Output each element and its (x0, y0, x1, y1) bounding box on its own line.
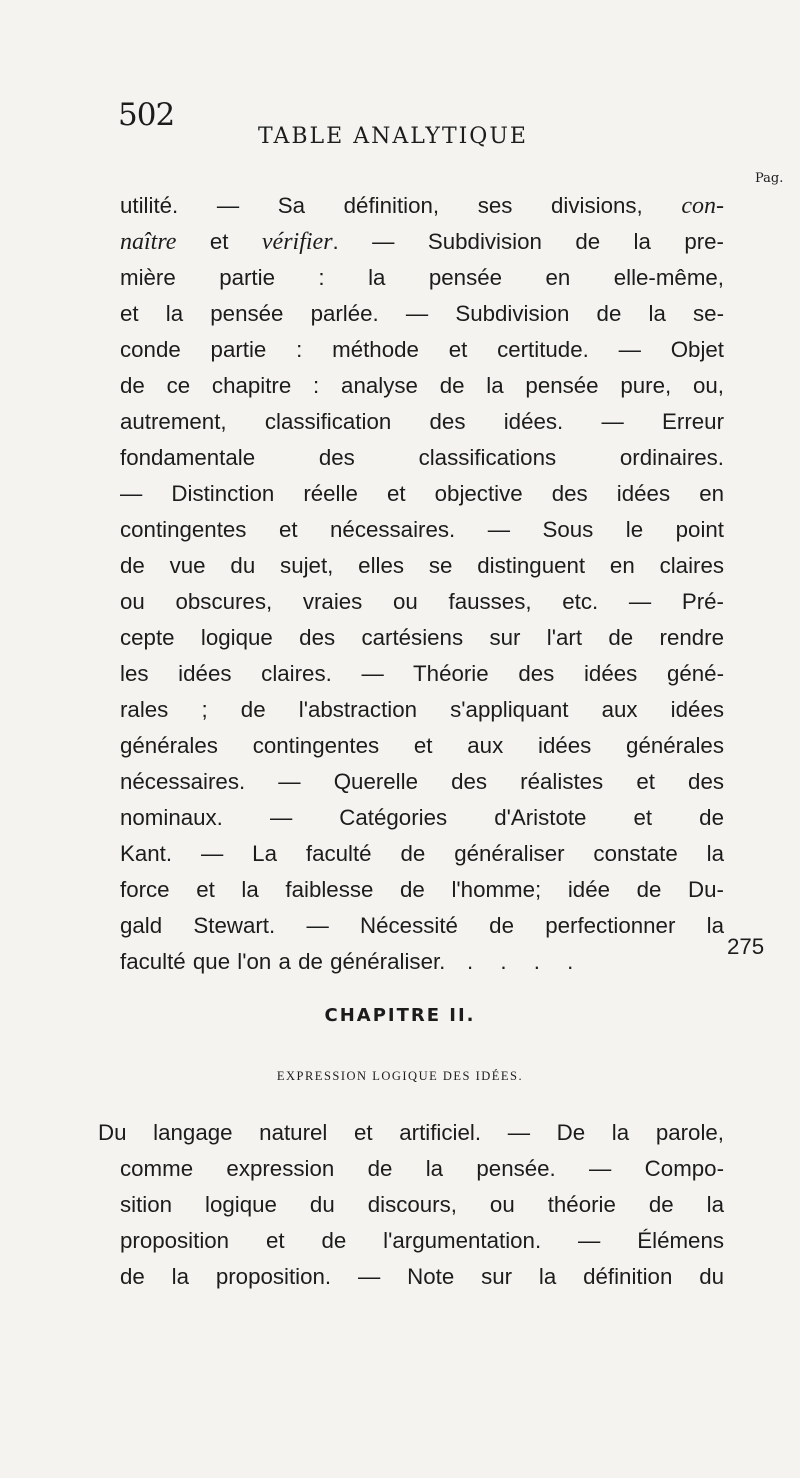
text-line (120, 944, 724, 980)
italic-term: naître (120, 229, 177, 255)
text-line: mière partie : la pensée en elle-même, (120, 265, 724, 290)
text-line: force et la faiblesse de l'homme; idée de Du- (120, 877, 724, 902)
text-line: contingentes et nécessaires. — Sous le point (120, 517, 724, 542)
text-line: Kant. — La faculté de généraliser constate la (120, 841, 724, 866)
italic-term: vérifier (261, 229, 333, 255)
text-run: faculté que l'on a de généraliser. (120, 949, 446, 974)
text-line: ou obscures, vraies ou fausses, etc. — Pré- (120, 589, 724, 614)
text-run: . — Subdivision de la pre- (332, 229, 724, 254)
text-line: Du langage naturel et artificiel. — De la parole, (98, 1120, 724, 1145)
text-line: — Distinction réelle et objective des idées en (120, 481, 724, 506)
text-line: et la pensée parlée. — Subdivision de la se- (120, 301, 724, 326)
page-reference: 275 (727, 934, 765, 959)
pag-label: Pag. (755, 171, 784, 186)
text-line: de ce chapitre : analyse de la pensée pure, ou, (120, 373, 724, 398)
leader-dots: . . . . (466, 949, 584, 974)
text-line: les idées claires. — Théorie des idées géné- (120, 661, 724, 686)
text-run: utilité. — Sa définition, ses divisions, (120, 193, 682, 218)
text-line: de vue du sujet, elles se distinguent en claires (120, 553, 724, 578)
text-line: sition logique du discours, ou théorie de la (120, 1192, 724, 1217)
page-number: 502 (118, 97, 175, 133)
text-line: nécessaires. — Querelle des réalistes et des (120, 769, 724, 794)
chapter-summary (98, 1115, 724, 1295)
text-line: gald Stewart. — Nécessité de perfectionner la (120, 913, 724, 938)
text-line: de la proposition. — Note sur la définition du (120, 1264, 724, 1289)
chapter-subtitle: EXPRESSION LOGIQUE DES IDÉES. (276, 1069, 524, 1083)
text-line: cepte logique des cartésiens sur l'art de rendre (120, 625, 724, 650)
text-line: proposition et de l'argumentation. — Élémens (120, 1228, 724, 1253)
italic-term: con- (681, 193, 724, 219)
text-line (120, 224, 724, 260)
text-line: générales contingentes et aux idées générales (120, 733, 724, 758)
text-line: nominaux. — Catégories d'Aristote et de (120, 805, 724, 830)
text-line: rales ; de l'abstraction s'appliquant aux idées (120, 697, 724, 722)
entry-text (120, 188, 724, 980)
text-line: comme expression de la pensée. — Compo- (120, 1156, 724, 1181)
text-line: conde partie : méthode et certitude. — Objet (120, 337, 724, 362)
text-run: et (176, 229, 262, 254)
chapter-title: CHAPITRE II. (324, 1005, 476, 1026)
text-line: autrement, classification des idées. — Erreur (120, 409, 724, 434)
text-line: fondamentale des classifications ordinaires. (120, 445, 724, 470)
running-title: TABLE ANALYTIQUE (258, 124, 528, 149)
text-line (120, 188, 724, 224)
